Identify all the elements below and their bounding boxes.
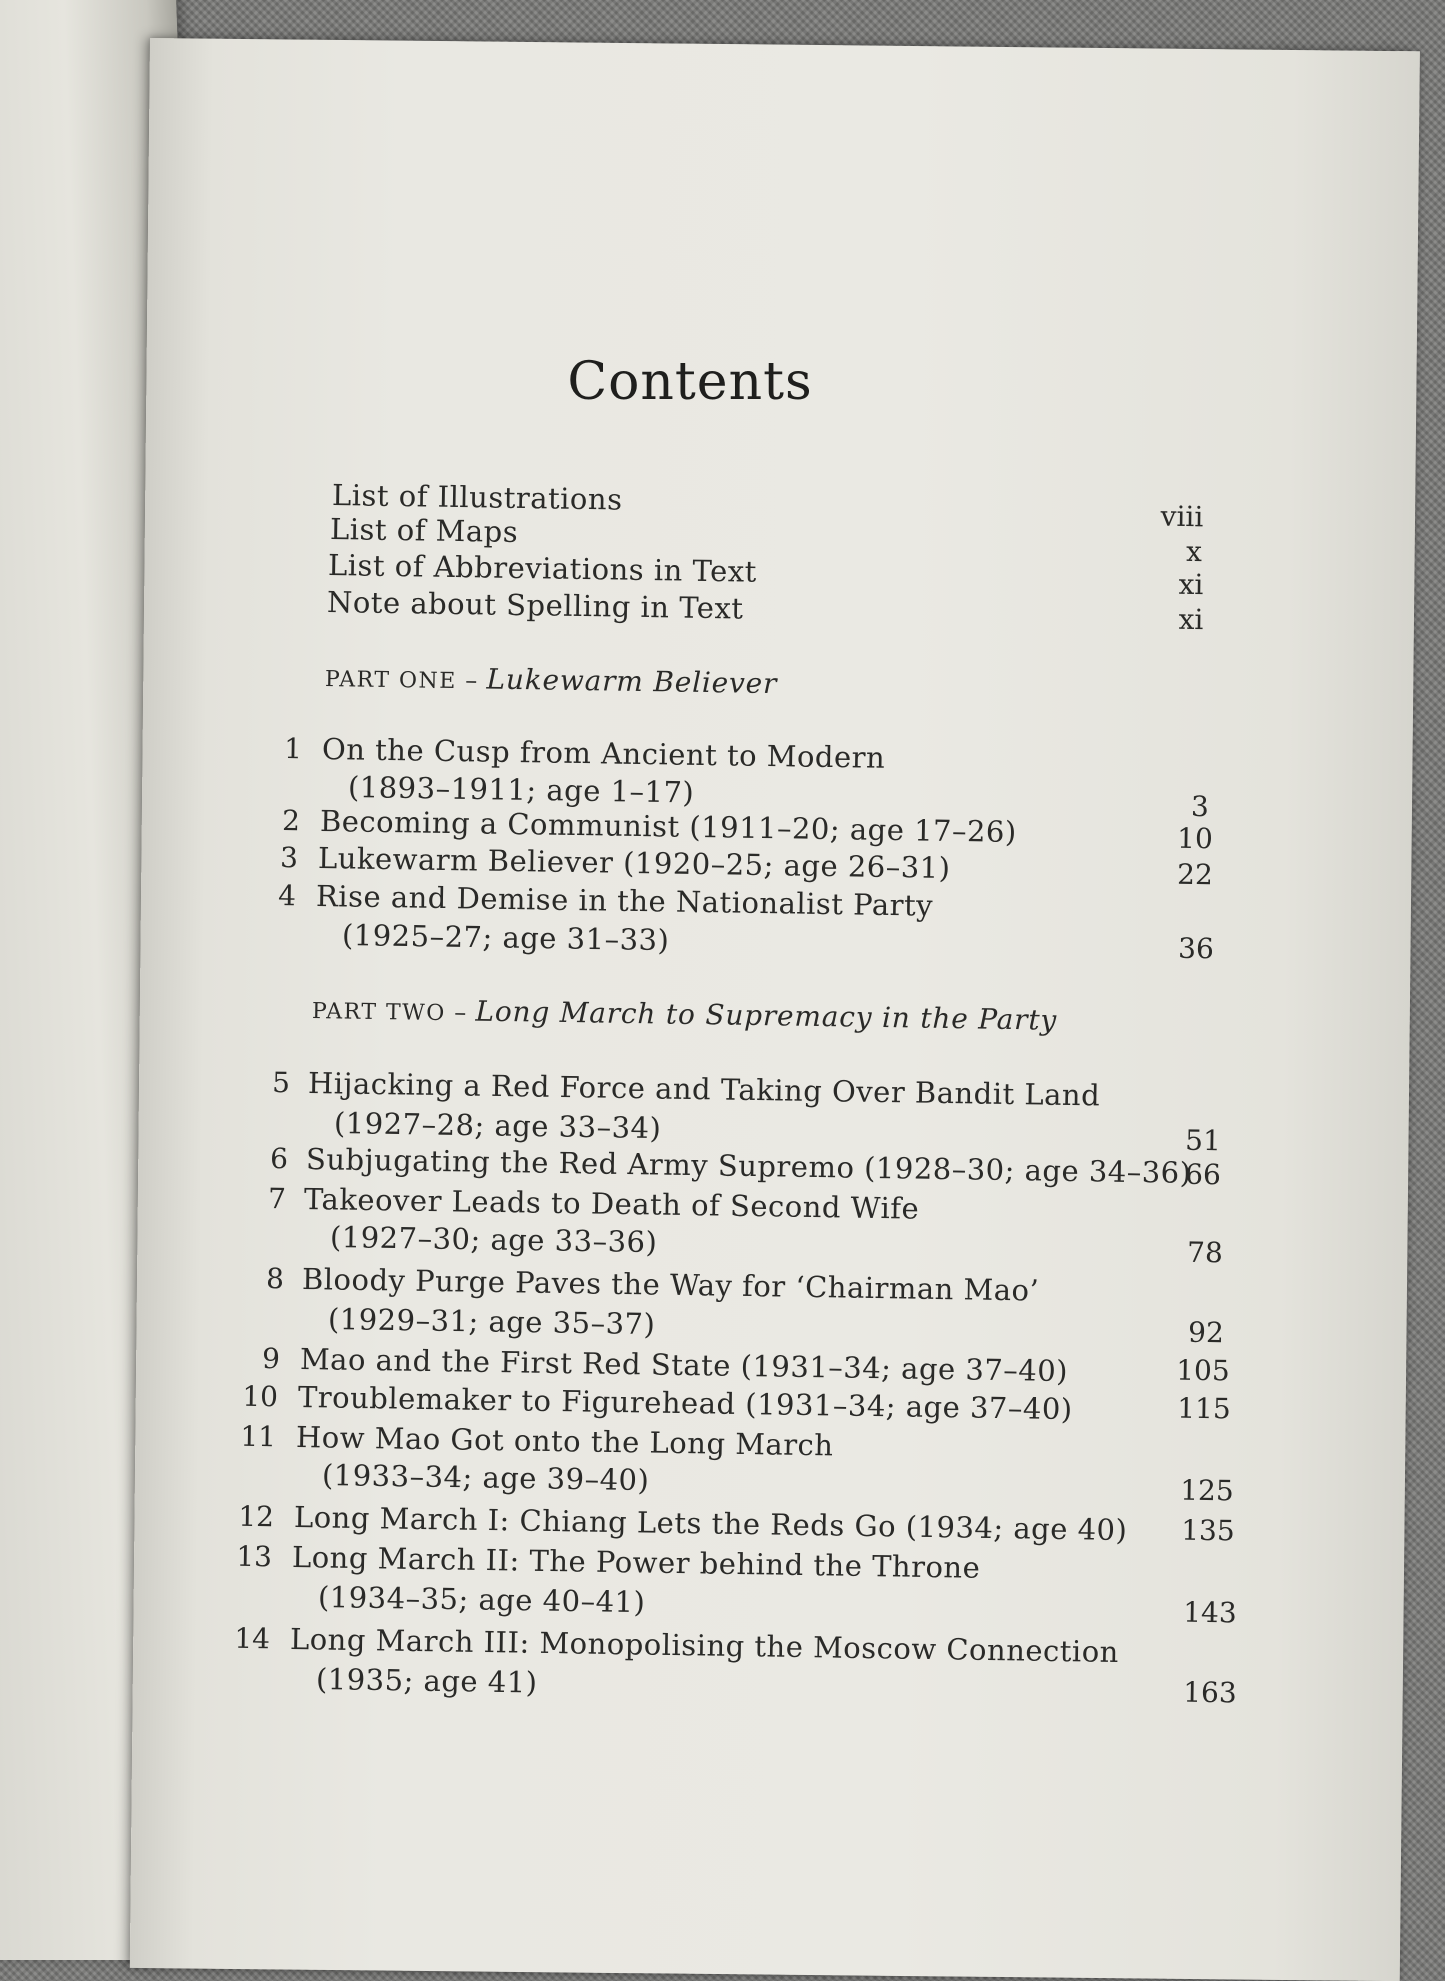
chapter-page: 3 — [1190, 789, 1210, 824]
front-matter-title: List of Maps — [329, 512, 519, 549]
front-matter-page: xi — [1178, 567, 1204, 602]
chapter-title: Bloody Purge Paves the Way for ‘Chairman Mao’ — [301, 1262, 1040, 1308]
chapter-number: 5 — [271, 1066, 291, 1100]
chapter-dates: (1933–34; age 39–40) — [321, 1458, 650, 1498]
chapter-number: 8 — [265, 1262, 285, 1296]
chapter-title: Subjugating the Red Army Supremo (1928–30; age 34–36) — [305, 1142, 1192, 1190]
chapter-number: 12 — [238, 1499, 275, 1534]
chapter-number: 10 — [242, 1379, 279, 1414]
chapter-title: On the Cusp from Ancient to Modern — [321, 732, 886, 775]
chapter-page: 135 — [1181, 1513, 1235, 1548]
chapter-title: Takeover Leads to Death of Second Wife — [303, 1182, 920, 1226]
part-label: PART TWO — [311, 999, 446, 1027]
chapter-title: Long March III: Monopolising the Moscow Connection — [289, 1622, 1120, 1670]
chapter-page: 115 — [1177, 1391, 1231, 1426]
chapter-number: 6 — [269, 1142, 289, 1176]
chapter-page: 22 — [1176, 857, 1214, 892]
chapter-title: Lukewarm Believer (1920–25; age 26–31) — [317, 841, 951, 885]
front-matter-title: Note about Spelling in Text — [326, 585, 744, 626]
chapter-dates: (1929–31; age 35–37) — [327, 1302, 656, 1342]
part-heading — [312, 992, 1058, 1037]
chapter-title: Long March II: The Power behind the Throne — [291, 1540, 981, 1585]
chapter-title: Long March I: Chiang Lets the Reds Go (1934; age 40) — [293, 1500, 1128, 1548]
chapter-number: 7 — [267, 1182, 287, 1216]
chapter-dates: (1934–35; age 40–41) — [317, 1580, 646, 1620]
chapter-page: 36 — [1177, 931, 1215, 966]
chapter-number: 9 — [261, 1342, 281, 1376]
chapter-page: 143 — [1183, 1595, 1237, 1630]
part-dash: – — [465, 666, 479, 695]
part-title: Long March to Supremacy in the Party — [475, 994, 1058, 1037]
part-heading — [325, 660, 778, 700]
chapter-number: 1 — [283, 732, 303, 766]
chapter-page: 125 — [1180, 1473, 1234, 1508]
chapter-number: 13 — [236, 1539, 273, 1574]
front-matter-page: viii — [1160, 499, 1204, 534]
chapter-dates: (1935; age 41) — [315, 1662, 538, 1700]
chapter-title: Troublemaker to Figurehead (1931–34; age 37–40) — [297, 1380, 1073, 1427]
part-dash: – — [454, 998, 468, 1027]
chapter-page: 10 — [1176, 821, 1214, 856]
front-matter-title: List of Abbreviations in Text — [327, 548, 758, 589]
chapter-page: 51 — [1184, 1123, 1222, 1158]
chapter-title: Becoming a Communist (1911–20; age 17–26) — [319, 804, 1017, 849]
chapter-title: Mao and the First Red State (1931–34; age 37–40) — [299, 1342, 1069, 1389]
front-matter-page: xi — [1178, 602, 1204, 637]
front-matter-page: x — [1185, 534, 1203, 569]
chapter-page: 105 — [1176, 1353, 1230, 1388]
chapter-number: 2 — [281, 804, 301, 838]
chapter-number: 3 — [279, 841, 299, 875]
chapter-page: 66 — [1184, 1157, 1222, 1192]
part-label: PART ONE — [324, 667, 458, 695]
chapter-number: 11 — [240, 1419, 277, 1454]
chapter-dates: (1927–30; age 33–36) — [329, 1220, 658, 1260]
part-title: Lukewarm Believer — [486, 662, 778, 701]
chapter-dates: (1927–28; age 33–34) — [333, 1106, 662, 1146]
chapter-dates: (1925–27; age 31–33) — [341, 918, 670, 958]
chapter-page: 163 — [1183, 1675, 1237, 1710]
chapter-dates: (1893–1911; age 1–17) — [347, 770, 695, 810]
chapter-page: 78 — [1186, 1235, 1224, 1270]
chapter-title: Rise and Demise in the Nationalist Party — [315, 879, 934, 923]
page-title: Contents — [567, 352, 813, 412]
chapter-number: 14 — [234, 1621, 271, 1656]
chapter-page: 92 — [1187, 1315, 1225, 1350]
chapter-title: Hijacking a Red Force and Taking Over Bandit Land — [307, 1066, 1101, 1113]
chapter-number: 4 — [277, 879, 297, 913]
front-matter-title: List of Illustrations — [331, 478, 623, 517]
chapter-title: How Mao Got onto the Long March — [295, 1420, 834, 1463]
